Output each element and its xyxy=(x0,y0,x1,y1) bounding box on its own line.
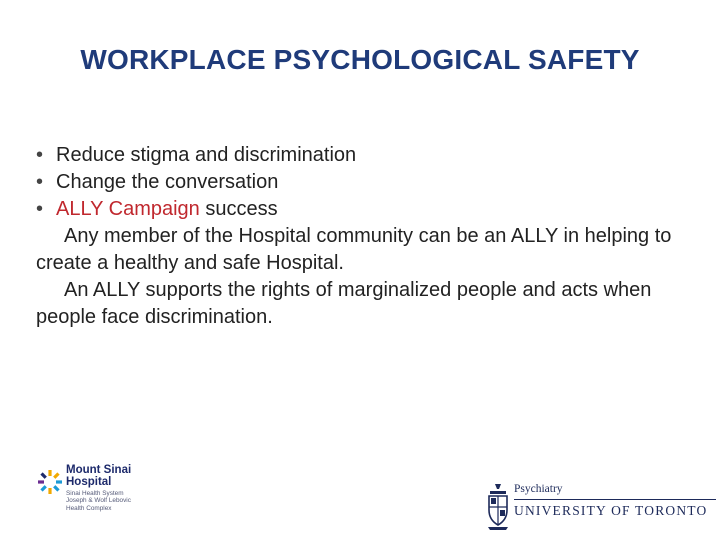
slide-title: WORKPLACE PSYCHOLOGICAL SAFETY xyxy=(80,44,640,75)
ally-paragraph: Any member of the Hospital community can be an ALLY in helping to create a healthy and safe Hospital. xyxy=(36,225,672,274)
mount-sinai-name: Mount Sinai xyxy=(66,464,132,476)
bullet-text: Change the conversation xyxy=(56,171,279,193)
ally-paragraph: An ALLY supports the rights of marginalized people and acts when people face discrimination. xyxy=(36,279,652,328)
bullet-item xyxy=(36,142,676,169)
bullet-dot-icon: • xyxy=(36,144,44,166)
mount-sinai-logo xyxy=(36,464,166,524)
mount-sinai-subtitle-line: Sinai Health System xyxy=(66,490,124,497)
mount-sinai-subtitle-line: Joseph & Wolf Lebovic xyxy=(66,497,131,505)
star-burst-icon xyxy=(36,468,64,496)
university-logo xyxy=(486,482,720,540)
mount-sinai-subtitle-line: Health Complex xyxy=(66,504,112,512)
mount-sinai-subtitle xyxy=(66,490,131,512)
crest-icon xyxy=(486,482,510,532)
bullet-text: success xyxy=(199,198,278,220)
bullet-item xyxy=(36,169,676,196)
bullet-dot-icon: • xyxy=(36,171,44,193)
slide-body xyxy=(36,142,676,331)
university-name: UNIVERSITY OF TORONTO xyxy=(514,503,708,518)
bullet-dot-icon: • xyxy=(36,198,44,220)
university-wordmark xyxy=(514,482,716,519)
bullet-text-group xyxy=(56,196,278,223)
department-name: Psychiatry xyxy=(514,483,563,495)
mount-sinai-name: Hospital xyxy=(66,476,112,488)
bullet-item xyxy=(36,196,676,223)
campaign-highlight: ALLY Campaign xyxy=(56,198,200,220)
mount-sinai-wordmark xyxy=(66,464,131,512)
logo-divider xyxy=(514,499,716,500)
bullet-text: Reduce stigma and discrimination xyxy=(56,144,357,166)
